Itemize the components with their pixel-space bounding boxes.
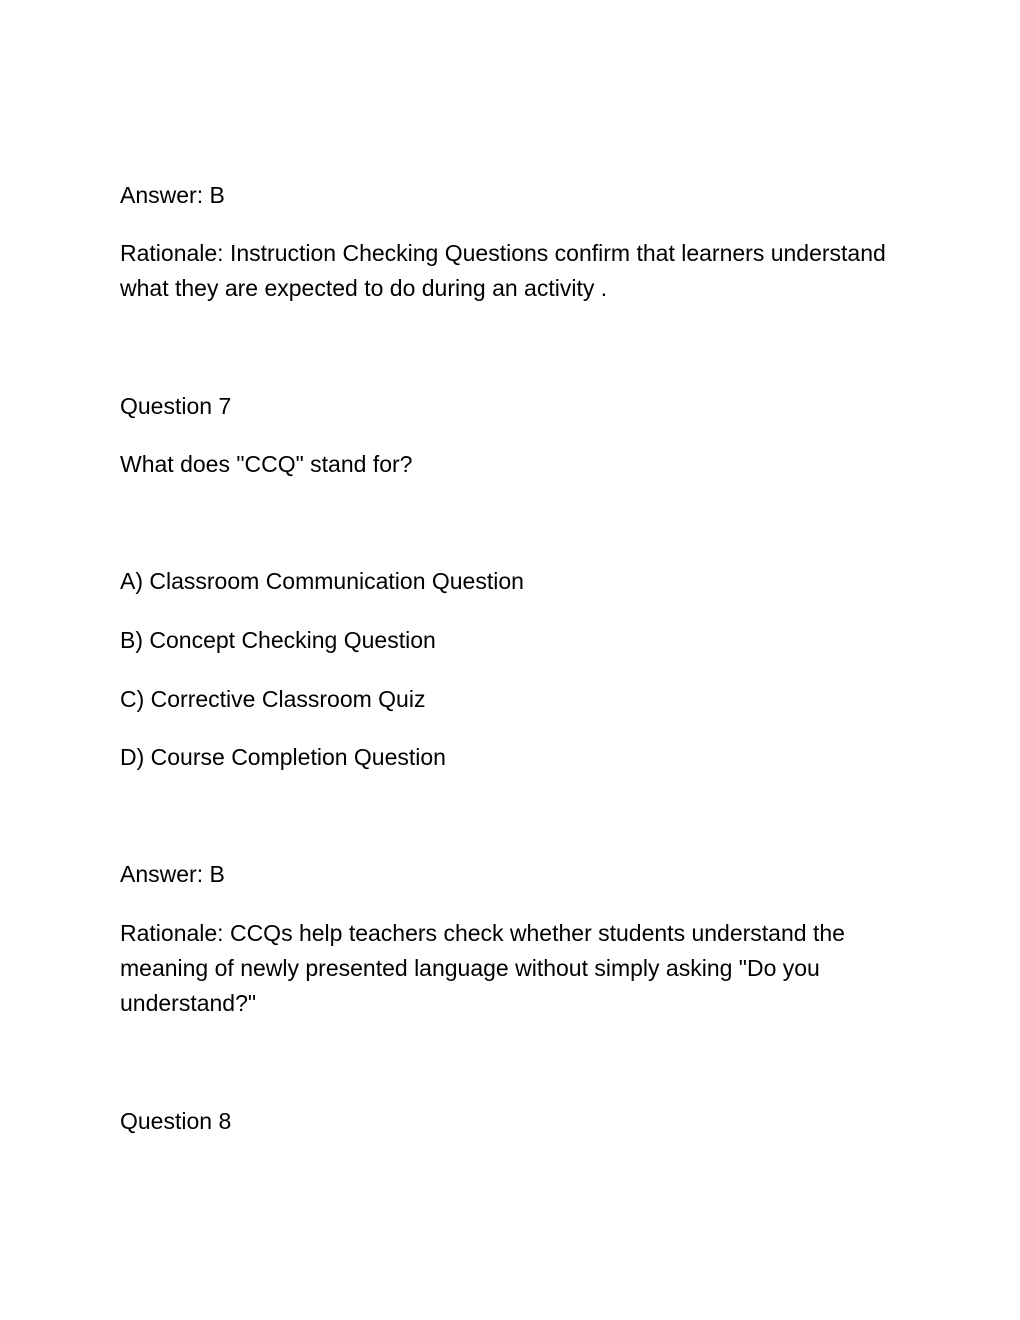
question-7-option-b: B) Concept Checking Question [120,627,436,653]
question-7-heading: Question 7 [120,393,232,419]
question-8-heading: Question 8 [120,1108,232,1134]
question-7-option-a: A) Classroom Communication Question [120,568,524,594]
answer-6: Answer: B [120,182,225,208]
rationale-7: Rationale: CCQs help teachers check whether students understand the meaning of newly presented language without simply asking "Do you understand?" [120,920,845,1016]
answer-7: Answer: B [120,861,225,887]
question-7-option-d: D) Course Completion Question [120,744,446,770]
question-7-option-c: C) Corrective Classroom Quiz [120,686,426,712]
rationale-6: Rationale: Instruction Checking Questions confirm that learners understand what they are expected to do during an activity . [120,240,886,301]
question-7-text: What does "CCQ" stand for? [120,451,413,477]
